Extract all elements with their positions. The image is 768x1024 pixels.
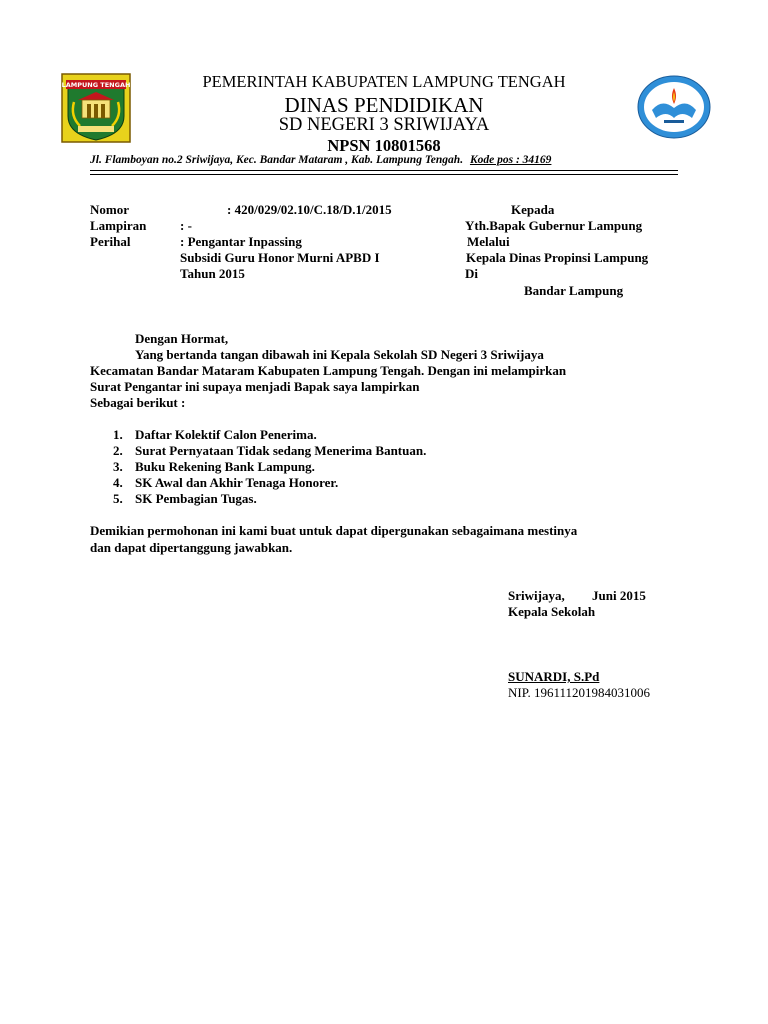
address-text: Jl. Flamboyan no.2 Sriwijaya, Kec. Bandar Mataram , Kab. Lampung Tengah.	[90, 154, 464, 166]
postal-code: Kode pos : 34169	[469, 154, 552, 166]
list-item-text: Buku Rekening Bank Lampung.	[135, 459, 315, 474]
letterhead-address	[90, 154, 551, 166]
recipient-line4: Di	[465, 266, 478, 281]
letterhead-npsn: NPSN 10801568	[327, 136, 441, 155]
list-item-number: 1.	[113, 427, 123, 442]
list-item	[113, 475, 338, 491]
list-item-number: 2.	[113, 443, 123, 458]
salutation: Dengan Hormat,	[135, 331, 229, 346]
perihal-value-line2: Subsidi Guru Honor Murni APBD I	[180, 250, 380, 265]
list-item-number: 4.	[113, 475, 123, 490]
perihal-label: Perihal	[90, 234, 131, 249]
list-item	[113, 459, 315, 475]
paragraph-line: Sebagai berikut :	[90, 395, 186, 410]
perihal-value: : Pengantar Inpassing	[180, 234, 302, 249]
list-item-number: 3.	[113, 459, 123, 474]
list-item	[113, 491, 257, 507]
list-item-text: SK Awal dan Akhir Tenaga Honorer.	[135, 475, 339, 490]
closing-line: dan dapat dipertanggung jawabkan.	[90, 540, 293, 555]
signature-nip: NIP. 196111201984031006	[508, 685, 651, 700]
letterhead-government: PEMERINTAH KABUPATEN LAMPUNG TENGAH	[202, 72, 566, 91]
paragraph-line: Surat Pengantar ini supaya menjadi Bapak saya lampirkan	[90, 379, 420, 394]
perihal-value-line3: Tahun 2015	[180, 266, 245, 281]
list-item-text: Daftar Kolektif Calon Penerima.	[135, 427, 317, 442]
paragraph-line: Yang bertanda tangan dibawah ini Kepala Sekolah SD Negeri 3 Sriwijaya	[135, 347, 544, 362]
closing-line: Demikian permohonan ini kami buat untuk dapat dipergunakan sebagaimana mestinya	[90, 523, 578, 538]
paragraph-line: Kecamatan Bandar Mataram Kabupaten Lampung Tengah. Dengan ini melampirkan	[90, 363, 567, 378]
signature-date: Juni 2015	[592, 588, 646, 603]
recipient-line3: Kepala Dinas Propinsi Lampung	[466, 250, 649, 265]
lampiran-value: : -	[180, 218, 192, 233]
lampiran-label: Lampiran	[90, 218, 147, 233]
list-item	[113, 443, 426, 459]
nomor-value: : 420/029/02.10/C.18/D.1/2015	[227, 202, 392, 217]
list-item	[113, 427, 317, 443]
recipient-line2: Melalui	[467, 234, 510, 249]
list-item-text: Surat Pernyataan Tidak sedang Menerima Bantuan.	[135, 443, 427, 458]
letterhead-divider-bottom	[90, 174, 678, 175]
signature-place: Sriwijaya,	[508, 588, 565, 603]
list-item-number: 5.	[113, 491, 123, 506]
letterhead-school: SD NEGERI 3 SRIWIJAYA	[278, 115, 490, 135]
recipient-kepada: Kepada	[511, 202, 555, 217]
left-logo-label: LAMPUNG TENGAH	[61, 81, 131, 89]
list-item-text: SK Pembagian Tugas.	[135, 491, 257, 506]
signature-title: Kepala Sekolah	[508, 604, 596, 619]
recipient-line1: Yth.Bapak Gubernur Lampung	[465, 218, 643, 233]
signature-name: SUNARDI, S.Pd	[508, 669, 600, 684]
letterhead-divider-top	[90, 170, 678, 171]
recipient-line5: Bandar Lampung	[524, 283, 624, 298]
nomor-label: Nomor	[90, 202, 129, 217]
letterhead-department: DINAS PENDIDIKAN	[284, 93, 484, 117]
